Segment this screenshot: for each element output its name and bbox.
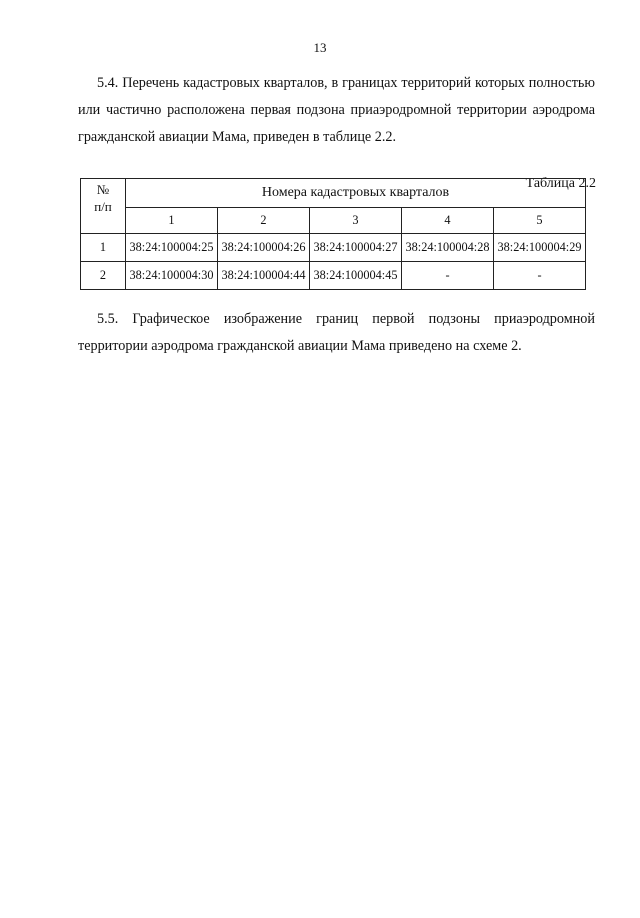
row-number: 2 [81, 262, 126, 290]
table-cell: 38:24:100004:29 [494, 234, 586, 262]
row-number-header [81, 179, 126, 234]
table-caption: Таблица 2.2 [525, 176, 596, 191]
table-cell: 38:24:100004:44 [218, 262, 310, 290]
table-cell: 38:24:100004:26 [218, 234, 310, 262]
column-number-row [81, 208, 586, 234]
table-row [81, 234, 586, 262]
column-number: 4 [402, 208, 494, 234]
column-number: 5 [494, 208, 586, 234]
column-number: 2 [218, 208, 310, 234]
table-cell: 38:24:100004:30 [126, 262, 218, 290]
column-number: 1 [126, 208, 218, 234]
column-number: 3 [310, 208, 402, 234]
cadastral-quarters-table [80, 178, 586, 290]
table-cell: 38:24:100004:28 [402, 234, 494, 262]
paragraph-5-4: 5.4. Перечень кадастровых кварталов, в границах территорий которых полностью или частично расположена первая подзона приаэродромной территории аэродрома гражданской авиации Мама, приведен в таблице 2.2. [78, 75, 595, 145]
table-header-row [81, 179, 586, 208]
quarters-group-header: Номера кадастровых кварталов [126, 179, 586, 208]
table-cell: - [494, 262, 586, 290]
page-number: 13 [313, 40, 327, 55]
table-cell: - [402, 262, 494, 290]
table-cell: 38:24:100004:25 [126, 234, 218, 262]
row-number-header-symbol: № [96, 182, 110, 197]
row-number: 1 [81, 234, 126, 262]
table-cell: 38:24:100004:27 [310, 234, 402, 262]
paragraph-5-5: 5.5. Графическое изображение границ первой подзоны приаэродромной территории аэродрома гражданской авиации Мама приведено на схеме 2. [78, 311, 595, 354]
row-number-header-abbr: п/п [94, 199, 112, 214]
table-row [81, 262, 586, 290]
table-cell: 38:24:100004:45 [310, 262, 402, 290]
